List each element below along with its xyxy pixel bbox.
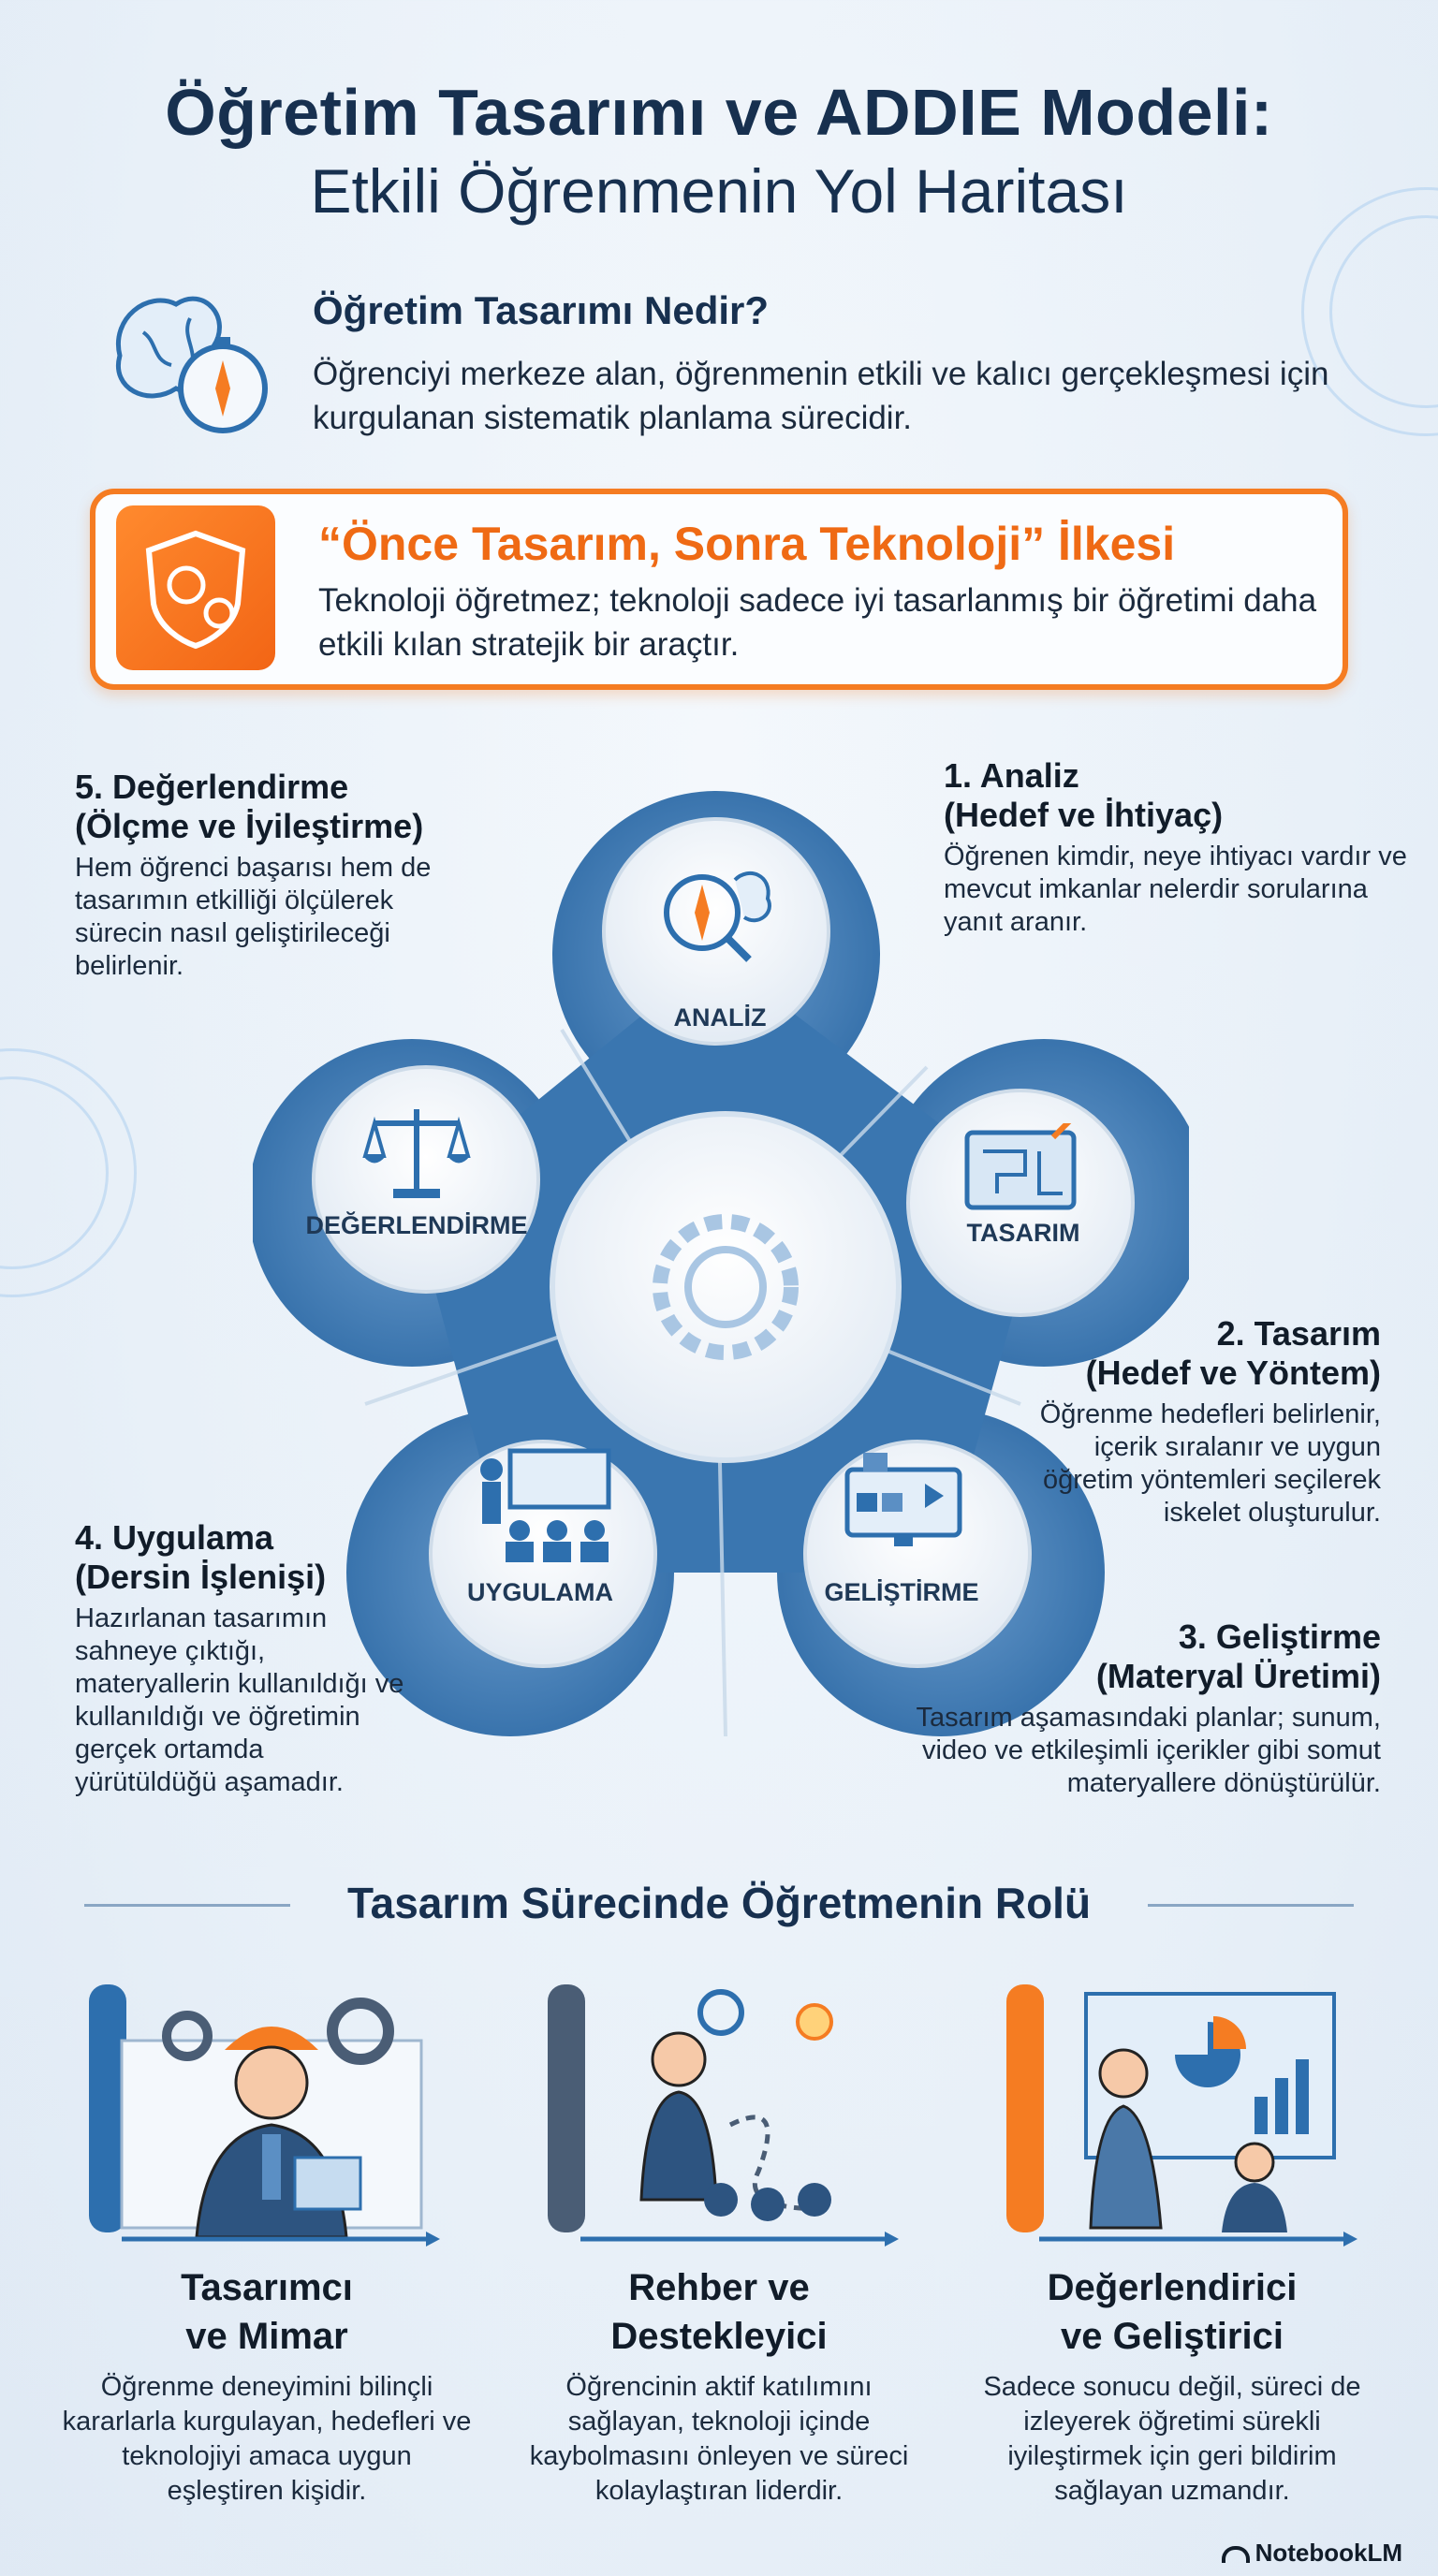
presenter-icon: [1002, 1984, 1357, 2265]
page-title: Öğretim Tasarımı ve ADDIE Modeli:: [165, 76, 1273, 149]
step-text: Hem öğrenci başarısı hem de tasarımın etkilliği ölçülerek sürecin nasıl geliştirileceği belirlenir.: [75, 853, 432, 981]
role-title-line1: Değerlendirici: [1047, 2267, 1298, 2308]
role-title: [61, 2263, 473, 2361]
shield-gear-icon: [116, 505, 275, 670]
step-heading: 1. Analiz: [944, 756, 1079, 795]
step-subheading: (Dersin İşlenişi): [75, 1558, 327, 1596]
role-title: [966, 2263, 1378, 2361]
role-text: Öğrenme deneyimini bilinçli kararlarla kurgulayan, hedefleri ve teknolojiyi amaca uygun eşleştiren kişidir.: [62, 2372, 472, 2506]
step-text: Öğrenen kimdir, neye ihtiyacı vardır ve mevcut imkanlar nelerdir sorularına yanıt aranır.: [944, 842, 1407, 937]
step-subheading: (Hedef ve İhtiyaç): [944, 796, 1224, 834]
definition-heading: Öğretim Tasarımı Nedir?: [313, 288, 770, 332]
step-heading: 2. Tasarım: [1216, 1314, 1381, 1353]
principle-text: Teknoloji öğretmez; teknoloji sadece iyi tasarlanmış bir öğretimi daha etkili kılan stratejik bir araçtır.: [318, 582, 1317, 663]
step-text: Tasarım aşamasındaki planlar; sunum, video ve etkileşimli içerikler gibi somut materyallere dönüştürülür.: [916, 1703, 1381, 1798]
step-gelistirme: [913, 1617, 1381, 1800]
circle-label-analiz: ANALİZ: [673, 1003, 767, 1032]
principle-heading: “Önce Tasarım, Sonra Teknoloji” İlkesi: [318, 518, 1176, 570]
brand-footer: [1222, 2539, 1402, 2568]
engineer-icon: [84, 1984, 440, 2265]
role-title-line2: ve Geliştirici: [1061, 2316, 1284, 2357]
step-subheading: (Materyal Üretimi): [1095, 1657, 1381, 1695]
section-divider: [1148, 1904, 1354, 1907]
step-heading: 5. Değerlendirme: [75, 768, 349, 806]
role-title-line2: Destekleyici: [610, 2316, 828, 2357]
monitor-media-icon: [843, 1451, 964, 1554]
guide-icon: [543, 1984, 899, 2265]
step-text: Hazırlanan tasarımın sahneye çıktığı, materyallerin kullanıldığı ve kullanıldığı ve öğretimin gerçek ortamda yürütüldüğü aşamadır.: [75, 1603, 404, 1797]
step-text: Öğrenme hedefleri belirlenir, içerik sıralanır ve uygun öğretim yöntemleri seçilerek iskelet oluşturulur.: [1039, 1399, 1381, 1528]
step-uygulama: [75, 1518, 412, 1799]
scales-icon: [360, 1100, 473, 1203]
brand-name: NotebookLM: [1255, 2539, 1402, 2567]
notebooklm-logo-icon: [1222, 2546, 1250, 2563]
role-title: [513, 2263, 925, 2361]
circle-label-uygulama: UYGULAMA: [467, 1578, 613, 1606]
step-subheading: (Ölçme ve İyileştirme): [75, 807, 424, 845]
blueprint-icon: [960, 1123, 1081, 1217]
compass-brain-icon: [655, 861, 777, 964]
step-subheading: (Hedef ve Yöntem): [1085, 1354, 1381, 1392]
role-title-line2: ve Mimar: [185, 2316, 348, 2357]
step-analiz: [944, 756, 1412, 939]
step-heading: 4. Uygulama: [75, 1518, 274, 1557]
roles-section-title: Tasarım Sürecinde Öğretmenin Rolü: [346, 1879, 1092, 1927]
role-title-line1: Tasarımcı: [181, 2267, 353, 2308]
brain-compass-icon: [101, 281, 279, 440]
definition-text: Öğrenciyi merkeze alan, öğrenmenin etkili ve kalıcı gerçekleşmesi için kurgulanan sistematik planlama sürecidir.: [313, 356, 1329, 436]
step-heading: 3. Geliştirme: [1178, 1617, 1381, 1656]
role-text: Öğrencinin aktif katılımını sağlayan, teknoloji içinde kaybolmasını önleyen ve süreci kolaylaştıran liderdir.: [529, 2372, 909, 2506]
circle-label-degerlendirme: DEĞERLENDİRME: [305, 1211, 528, 1239]
circle-label-gelistirme: GELİŞTİRME: [824, 1578, 979, 1606]
classroom-icon: [463, 1446, 613, 1568]
role-title-line1: Rehber ve: [628, 2267, 810, 2308]
step-tasarim: [1039, 1314, 1381, 1530]
page-subtitle: Etkili Öğrenmenin Yol Haritası: [310, 156, 1128, 226]
step-degerlendirme: [75, 768, 487, 983]
role-text: Sadece sonucu değil, süreci de izleyerek öğretimi sürekli iyileştirmek için geri bildirim sağlayan uzmandır.: [983, 2372, 1361, 2506]
circle-label-tasarim: TASARIM: [966, 1219, 1080, 1247]
